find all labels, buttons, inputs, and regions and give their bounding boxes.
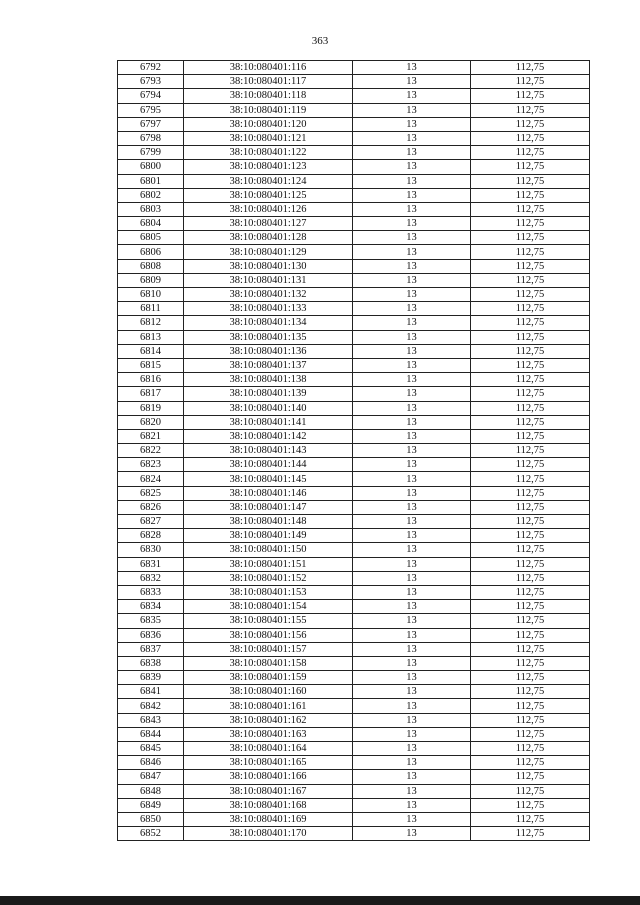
table-row xyxy=(118,770,590,784)
table-row xyxy=(118,671,590,685)
cadastral-number-cell: 38:10:080401:137 xyxy=(184,358,353,372)
table-row xyxy=(118,529,590,543)
quantity-cell: 13 xyxy=(353,61,471,75)
quantity-cell: 13 xyxy=(353,316,471,330)
value-cell: 112,75 xyxy=(471,444,590,458)
quantity-cell: 13 xyxy=(353,770,471,784)
page-number: 363 xyxy=(311,35,329,47)
table-row xyxy=(118,146,590,160)
table-row xyxy=(118,614,590,628)
table-row xyxy=(118,61,590,75)
quantity-cell: 13 xyxy=(353,302,471,316)
value-cell: 112,75 xyxy=(471,671,590,685)
cadastral-number-cell: 38:10:080401:141 xyxy=(184,415,353,429)
row-number-cell: 6846 xyxy=(118,756,184,770)
value-cell: 112,75 xyxy=(471,727,590,741)
quantity-cell: 13 xyxy=(353,628,471,642)
value-cell: 112,75 xyxy=(471,288,590,302)
row-number-cell: 6830 xyxy=(118,543,184,557)
cadastral-number-cell: 38:10:080401:134 xyxy=(184,316,353,330)
row-number-cell: 6848 xyxy=(118,784,184,798)
value-cell: 112,75 xyxy=(471,316,590,330)
row-number-cell: 6810 xyxy=(118,288,184,302)
value-cell: 112,75 xyxy=(471,429,590,443)
row-number-cell: 6843 xyxy=(118,713,184,727)
row-number-cell: 6812 xyxy=(118,316,184,330)
value-cell: 112,75 xyxy=(471,827,590,841)
row-number-cell: 6827 xyxy=(118,515,184,529)
quantity-cell: 13 xyxy=(353,543,471,557)
quantity-cell: 13 xyxy=(353,756,471,770)
quantity-cell: 13 xyxy=(353,245,471,259)
table-row xyxy=(118,302,590,316)
row-number-cell: 6824 xyxy=(118,472,184,486)
cadastral-number-cell: 38:10:080401:164 xyxy=(184,742,353,756)
row-number-cell: 6823 xyxy=(118,458,184,472)
value-cell: 112,75 xyxy=(471,656,590,670)
quantity-cell: 13 xyxy=(353,75,471,89)
table-row xyxy=(118,444,590,458)
cadastral-number-cell: 38:10:080401:146 xyxy=(184,486,353,500)
quantity-cell: 13 xyxy=(353,117,471,131)
value-cell: 112,75 xyxy=(471,515,590,529)
cadastral-number-cell: 38:10:080401:165 xyxy=(184,756,353,770)
table-row xyxy=(118,699,590,713)
cadastral-number-cell: 38:10:080401:145 xyxy=(184,472,353,486)
table-row xyxy=(118,557,590,571)
cadastral-number-cell: 38:10:080401:118 xyxy=(184,89,353,103)
table-row xyxy=(118,202,590,216)
value-cell: 112,75 xyxy=(471,373,590,387)
row-number-cell: 6841 xyxy=(118,685,184,699)
cadastral-number-cell: 38:10:080401:162 xyxy=(184,713,353,727)
quantity-cell: 13 xyxy=(353,727,471,741)
cadastral-number-cell: 38:10:080401:151 xyxy=(184,557,353,571)
value-cell: 112,75 xyxy=(471,103,590,117)
quantity-cell: 13 xyxy=(353,458,471,472)
row-number-cell: 6831 xyxy=(118,557,184,571)
table-row xyxy=(118,316,590,330)
cadastral-number-cell: 38:10:080401:123 xyxy=(184,160,353,174)
quantity-cell: 13 xyxy=(353,330,471,344)
value-cell: 112,75 xyxy=(471,713,590,727)
row-number-cell: 6849 xyxy=(118,798,184,812)
row-number-cell: 6801 xyxy=(118,174,184,188)
value-cell: 112,75 xyxy=(471,699,590,713)
table-row xyxy=(118,231,590,245)
row-number-cell: 6836 xyxy=(118,628,184,642)
row-number-cell: 6802 xyxy=(118,188,184,202)
row-number-cell: 6847 xyxy=(118,770,184,784)
table-row xyxy=(118,742,590,756)
quantity-cell: 13 xyxy=(353,160,471,174)
quantity-cell: 13 xyxy=(353,429,471,443)
quantity-cell: 13 xyxy=(353,642,471,656)
row-number-cell: 6852 xyxy=(118,827,184,841)
cadastral-number-cell: 38:10:080401:150 xyxy=(184,543,353,557)
cadastral-number-cell: 38:10:080401:160 xyxy=(184,685,353,699)
row-number-cell: 6815 xyxy=(118,358,184,372)
quantity-cell: 13 xyxy=(353,798,471,812)
cadastral-number-cell: 38:10:080401:135 xyxy=(184,330,353,344)
cadastral-number-cell: 38:10:080401:136 xyxy=(184,344,353,358)
cadastral-number-cell: 38:10:080401:152 xyxy=(184,571,353,585)
cadastral-number-cell: 38:10:080401:126 xyxy=(184,202,353,216)
table-row xyxy=(118,288,590,302)
value-cell: 112,75 xyxy=(471,784,590,798)
cadastral-number-cell: 38:10:080401:140 xyxy=(184,401,353,415)
quantity-cell: 13 xyxy=(353,784,471,798)
quantity-cell: 13 xyxy=(353,174,471,188)
row-number-cell: 6817 xyxy=(118,387,184,401)
cadastral-number-cell: 38:10:080401:121 xyxy=(184,131,353,145)
table-row xyxy=(118,387,590,401)
land-plot-table xyxy=(117,60,590,841)
quantity-cell: 13 xyxy=(353,202,471,216)
quantity-cell: 13 xyxy=(353,713,471,727)
quantity-cell: 13 xyxy=(353,472,471,486)
value-cell: 112,75 xyxy=(471,330,590,344)
table-row xyxy=(118,827,590,841)
table-row xyxy=(118,131,590,145)
cadastral-number-cell: 38:10:080401:163 xyxy=(184,727,353,741)
row-number-cell: 6809 xyxy=(118,273,184,287)
value-cell: 112,75 xyxy=(471,756,590,770)
table-row xyxy=(118,600,590,614)
value-cell: 112,75 xyxy=(471,529,590,543)
table-row xyxy=(118,515,590,529)
quantity-cell: 13 xyxy=(353,188,471,202)
value-cell: 112,75 xyxy=(471,685,590,699)
value-cell: 112,75 xyxy=(471,557,590,571)
cadastral-number-cell: 38:10:080401:128 xyxy=(184,231,353,245)
table-row xyxy=(118,273,590,287)
table-row xyxy=(118,543,590,557)
table-row xyxy=(118,500,590,514)
value-cell: 112,75 xyxy=(471,614,590,628)
value-cell: 112,75 xyxy=(471,812,590,826)
table-row xyxy=(118,344,590,358)
quantity-cell: 13 xyxy=(353,131,471,145)
cadastral-number-cell: 38:10:080401:116 xyxy=(184,61,353,75)
row-number-cell: 6844 xyxy=(118,727,184,741)
table-row xyxy=(118,585,590,599)
row-number-cell: 6833 xyxy=(118,585,184,599)
row-number-cell: 6805 xyxy=(118,231,184,245)
quantity-cell: 13 xyxy=(353,89,471,103)
row-number-cell: 6800 xyxy=(118,160,184,174)
value-cell: 112,75 xyxy=(471,188,590,202)
quantity-cell: 13 xyxy=(353,387,471,401)
quantity-cell: 13 xyxy=(353,444,471,458)
cadastral-number-cell: 38:10:080401:168 xyxy=(184,798,353,812)
row-number-cell: 6835 xyxy=(118,614,184,628)
cadastral-number-cell: 38:10:080401:143 xyxy=(184,444,353,458)
table-row xyxy=(118,174,590,188)
row-number-cell: 6839 xyxy=(118,671,184,685)
cadastral-number-cell: 38:10:080401:125 xyxy=(184,188,353,202)
row-number-cell: 6845 xyxy=(118,742,184,756)
cadastral-number-cell: 38:10:080401:138 xyxy=(184,373,353,387)
quantity-cell: 13 xyxy=(353,358,471,372)
table-row xyxy=(118,401,590,415)
quantity-cell: 13 xyxy=(353,812,471,826)
table-row xyxy=(118,472,590,486)
value-cell: 112,75 xyxy=(471,472,590,486)
value-cell: 112,75 xyxy=(471,344,590,358)
table-row xyxy=(118,486,590,500)
table-row xyxy=(118,628,590,642)
quantity-cell: 13 xyxy=(353,656,471,670)
cadastral-number-cell: 38:10:080401:169 xyxy=(184,812,353,826)
row-number-cell: 6793 xyxy=(118,75,184,89)
quantity-cell: 13 xyxy=(353,685,471,699)
row-number-cell: 6828 xyxy=(118,529,184,543)
table-body xyxy=(118,61,590,841)
value-cell: 112,75 xyxy=(471,131,590,145)
cadastral-number-cell: 38:10:080401:122 xyxy=(184,146,353,160)
table-row xyxy=(118,89,590,103)
value-cell: 112,75 xyxy=(471,387,590,401)
quantity-cell: 13 xyxy=(353,401,471,415)
quantity-cell: 13 xyxy=(353,699,471,713)
value-cell: 112,75 xyxy=(471,543,590,557)
cadastral-number-cell: 38:10:080401:166 xyxy=(184,770,353,784)
value-cell: 112,75 xyxy=(471,273,590,287)
table-row xyxy=(118,784,590,798)
value-cell: 112,75 xyxy=(471,259,590,273)
row-number-cell: 6819 xyxy=(118,401,184,415)
quantity-cell: 13 xyxy=(353,515,471,529)
row-number-cell: 6816 xyxy=(118,373,184,387)
table-row xyxy=(118,103,590,117)
quantity-cell: 13 xyxy=(353,486,471,500)
table-row xyxy=(118,358,590,372)
cadastral-number-cell: 38:10:080401:139 xyxy=(184,387,353,401)
quantity-cell: 13 xyxy=(353,373,471,387)
table-row xyxy=(118,656,590,670)
quantity-cell: 13 xyxy=(353,585,471,599)
row-number-cell: 6838 xyxy=(118,656,184,670)
scan-bottom-edge xyxy=(0,896,640,905)
cadastral-number-cell: 38:10:080401:154 xyxy=(184,600,353,614)
row-number-cell: 6804 xyxy=(118,217,184,231)
cadastral-number-cell: 38:10:080401:170 xyxy=(184,827,353,841)
table-row xyxy=(118,259,590,273)
cadastral-number-cell: 38:10:080401:119 xyxy=(184,103,353,117)
row-number-cell: 6820 xyxy=(118,415,184,429)
cadastral-number-cell: 38:10:080401:158 xyxy=(184,656,353,670)
value-cell: 112,75 xyxy=(471,628,590,642)
value-cell: 112,75 xyxy=(471,245,590,259)
value-cell: 112,75 xyxy=(471,486,590,500)
row-number-cell: 6795 xyxy=(118,103,184,117)
value-cell: 112,75 xyxy=(471,302,590,316)
cadastral-number-cell: 38:10:080401:153 xyxy=(184,585,353,599)
cadastral-number-cell: 38:10:080401:144 xyxy=(184,458,353,472)
row-number-cell: 6794 xyxy=(118,89,184,103)
row-number-cell: 6813 xyxy=(118,330,184,344)
value-cell: 112,75 xyxy=(471,458,590,472)
value-cell: 112,75 xyxy=(471,742,590,756)
value-cell: 112,75 xyxy=(471,217,590,231)
quantity-cell: 13 xyxy=(353,671,471,685)
table-row xyxy=(118,685,590,699)
quantity-cell: 13 xyxy=(353,500,471,514)
table-row xyxy=(118,330,590,344)
table-row xyxy=(118,713,590,727)
quantity-cell: 13 xyxy=(353,600,471,614)
row-number-cell: 6842 xyxy=(118,699,184,713)
quantity-cell: 13 xyxy=(353,415,471,429)
table-row xyxy=(118,756,590,770)
value-cell: 112,75 xyxy=(471,770,590,784)
row-number-cell: 6792 xyxy=(118,61,184,75)
table-row xyxy=(118,727,590,741)
value-cell: 112,75 xyxy=(471,600,590,614)
quantity-cell: 13 xyxy=(353,288,471,302)
table-row xyxy=(118,798,590,812)
cadastral-number-cell: 38:10:080401:159 xyxy=(184,671,353,685)
cadastral-number-cell: 38:10:080401:157 xyxy=(184,642,353,656)
value-cell: 112,75 xyxy=(471,202,590,216)
table-row xyxy=(118,188,590,202)
cadastral-number-cell: 38:10:080401:132 xyxy=(184,288,353,302)
cadastral-number-cell: 38:10:080401:167 xyxy=(184,784,353,798)
table-row xyxy=(118,117,590,131)
value-cell: 112,75 xyxy=(471,160,590,174)
cadastral-number-cell: 38:10:080401:129 xyxy=(184,245,353,259)
cadastral-number-cell: 38:10:080401:127 xyxy=(184,217,353,231)
table-row xyxy=(118,429,590,443)
quantity-cell: 13 xyxy=(353,827,471,841)
row-number-cell: 6825 xyxy=(118,486,184,500)
value-cell: 112,75 xyxy=(471,75,590,89)
cadastral-number-cell: 38:10:080401:147 xyxy=(184,500,353,514)
table-row xyxy=(118,75,590,89)
cadastral-number-cell: 38:10:080401:120 xyxy=(184,117,353,131)
table-row xyxy=(118,571,590,585)
row-number-cell: 6837 xyxy=(118,642,184,656)
row-number-cell: 6806 xyxy=(118,245,184,259)
value-cell: 112,75 xyxy=(471,231,590,245)
table-row xyxy=(118,642,590,656)
row-number-cell: 6832 xyxy=(118,571,184,585)
cadastral-number-cell: 38:10:080401:130 xyxy=(184,259,353,273)
row-number-cell: 6826 xyxy=(118,500,184,514)
table-row xyxy=(118,373,590,387)
quantity-cell: 13 xyxy=(353,344,471,358)
row-number-cell: 6850 xyxy=(118,812,184,826)
quantity-cell: 13 xyxy=(353,217,471,231)
table-row xyxy=(118,245,590,259)
row-number-cell: 6808 xyxy=(118,259,184,273)
cadastral-number-cell: 38:10:080401:117 xyxy=(184,75,353,89)
value-cell: 112,75 xyxy=(471,642,590,656)
quantity-cell: 13 xyxy=(353,742,471,756)
row-number-cell: 6798 xyxy=(118,131,184,145)
row-number-cell: 6822 xyxy=(118,444,184,458)
value-cell: 112,75 xyxy=(471,415,590,429)
table-row xyxy=(118,458,590,472)
table-row xyxy=(118,160,590,174)
quantity-cell: 13 xyxy=(353,259,471,273)
row-number-cell: 6814 xyxy=(118,344,184,358)
cadastral-number-cell: 38:10:080401:149 xyxy=(184,529,353,543)
cadastral-number-cell: 38:10:080401:142 xyxy=(184,429,353,443)
table-row xyxy=(118,217,590,231)
value-cell: 112,75 xyxy=(471,89,590,103)
table-row xyxy=(118,415,590,429)
cadastral-number-cell: 38:10:080401:133 xyxy=(184,302,353,316)
value-cell: 112,75 xyxy=(471,117,590,131)
cadastral-number-cell: 38:10:080401:148 xyxy=(184,515,353,529)
value-cell: 112,75 xyxy=(471,798,590,812)
value-cell: 112,75 xyxy=(471,585,590,599)
cadastral-number-cell: 38:10:080401:155 xyxy=(184,614,353,628)
quantity-cell: 13 xyxy=(353,231,471,245)
cadastral-number-cell: 38:10:080401:131 xyxy=(184,273,353,287)
row-number-cell: 6811 xyxy=(118,302,184,316)
row-number-cell: 6821 xyxy=(118,429,184,443)
value-cell: 112,75 xyxy=(471,146,590,160)
quantity-cell: 13 xyxy=(353,146,471,160)
row-number-cell: 6797 xyxy=(118,117,184,131)
value-cell: 112,75 xyxy=(471,61,590,75)
quantity-cell: 13 xyxy=(353,103,471,117)
value-cell: 112,75 xyxy=(471,401,590,415)
quantity-cell: 13 xyxy=(353,273,471,287)
quantity-cell: 13 xyxy=(353,571,471,585)
cadastral-number-cell: 38:10:080401:156 xyxy=(184,628,353,642)
value-cell: 112,75 xyxy=(471,571,590,585)
quantity-cell: 13 xyxy=(353,529,471,543)
value-cell: 112,75 xyxy=(471,358,590,372)
row-number-cell: 6834 xyxy=(118,600,184,614)
value-cell: 112,75 xyxy=(471,500,590,514)
row-number-cell: 6803 xyxy=(118,202,184,216)
table-row xyxy=(118,812,590,826)
row-number-cell: 6799 xyxy=(118,146,184,160)
cadastral-number-cell: 38:10:080401:124 xyxy=(184,174,353,188)
cadastral-number-cell: 38:10:080401:161 xyxy=(184,699,353,713)
value-cell: 112,75 xyxy=(471,174,590,188)
quantity-cell: 13 xyxy=(353,614,471,628)
quantity-cell: 13 xyxy=(353,557,471,571)
